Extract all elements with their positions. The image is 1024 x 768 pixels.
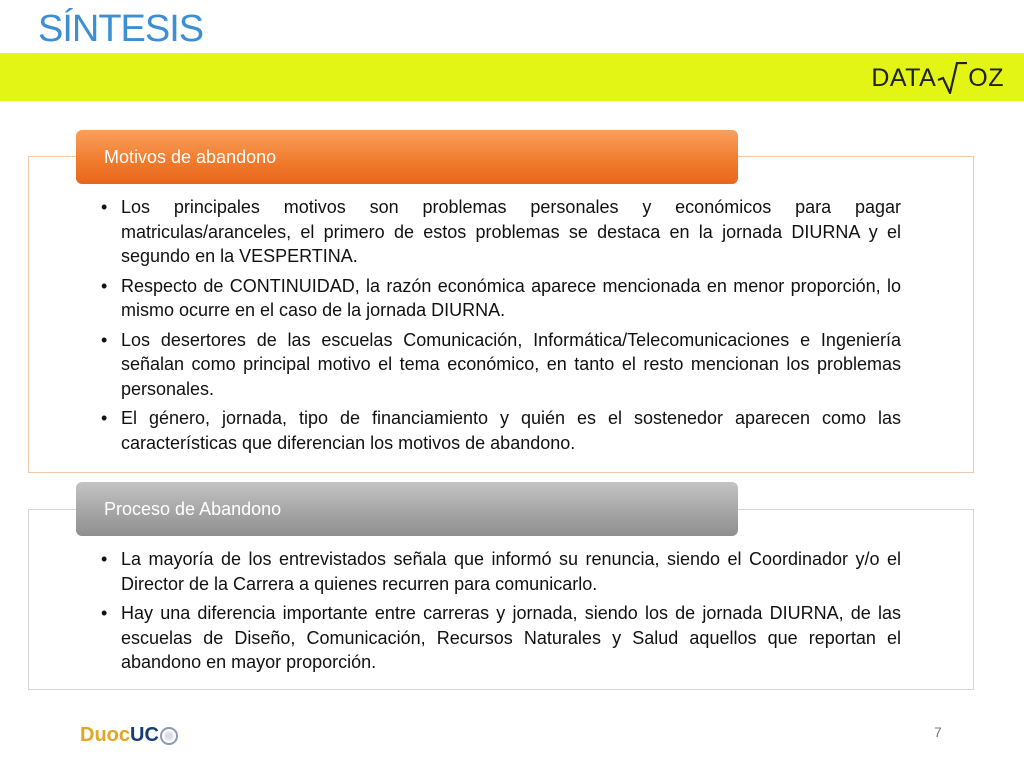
list-item: • Los principales motivos son problemas personales y económicos para pagar matriculas/aranceles, el primero de estos problemas se destaca en la jornada DIURNA y el segundo en la VESPERTINA. — [29, 195, 973, 269]
list-item: • La mayoría de los entrevistados señala que informó su renuncia, siendo el Coordinador y/o el Director de la Carrera a quienes recurren para comunicarlo. — [29, 547, 973, 596]
list-item: • Respecto de CONTINUIDAD, la razón económica aparece mencionada en menor proporción, lo mismo ocurre en el caso de la jornada DIURNA. — [29, 274, 973, 323]
logo-uc-text: UC — [130, 724, 159, 746]
tab-label: Motivos de abandono — [104, 146, 277, 167]
radical-logo-icon — [937, 62, 967, 94]
motivos-list — [29, 195, 973, 455]
motivos-panel — [28, 156, 974, 473]
list-item: • El género, jornada, tipo de financiamiento y quién es el sostenedor aparecen como las características que diferencian los motivos de abandono. — [29, 406, 973, 455]
proceso-list — [29, 547, 973, 675]
seal-icon — [160, 727, 178, 745]
list-item: • Hay una diferencia importante entre carreras y jornada, siendo los de jornada DIURNA, de las escuelas de Diseño, Comunicación, Recursos Naturales y Salud aquellos que reportan el abandono en mayor proporción. — [29, 601, 973, 675]
tab-label: Proceso de Abandono — [104, 498, 282, 519]
tab-proceso-de-abandono — [76, 482, 738, 536]
list-item: • Los desertores de las escuelas Comunicación, Informática/Telecomunicaciones e Ingeniería señalan como principal motivo el tema económico, en tanto el resto mencionan los problemas personales. — [29, 328, 973, 402]
tab-motivos-de-abandono — [76, 130, 738, 184]
logo-text-right: OZ — [968, 63, 1004, 92]
logo-duoc-text: Duoc — [80, 724, 130, 746]
duocuc-logo — [80, 724, 178, 747]
dataoz-logo — [871, 62, 1004, 94]
logo-text-left: DATA — [871, 63, 937, 92]
page-title: SÍNTESIS — [38, 8, 204, 50]
proceso-panel — [28, 509, 974, 690]
page-number: 7 — [934, 724, 942, 740]
